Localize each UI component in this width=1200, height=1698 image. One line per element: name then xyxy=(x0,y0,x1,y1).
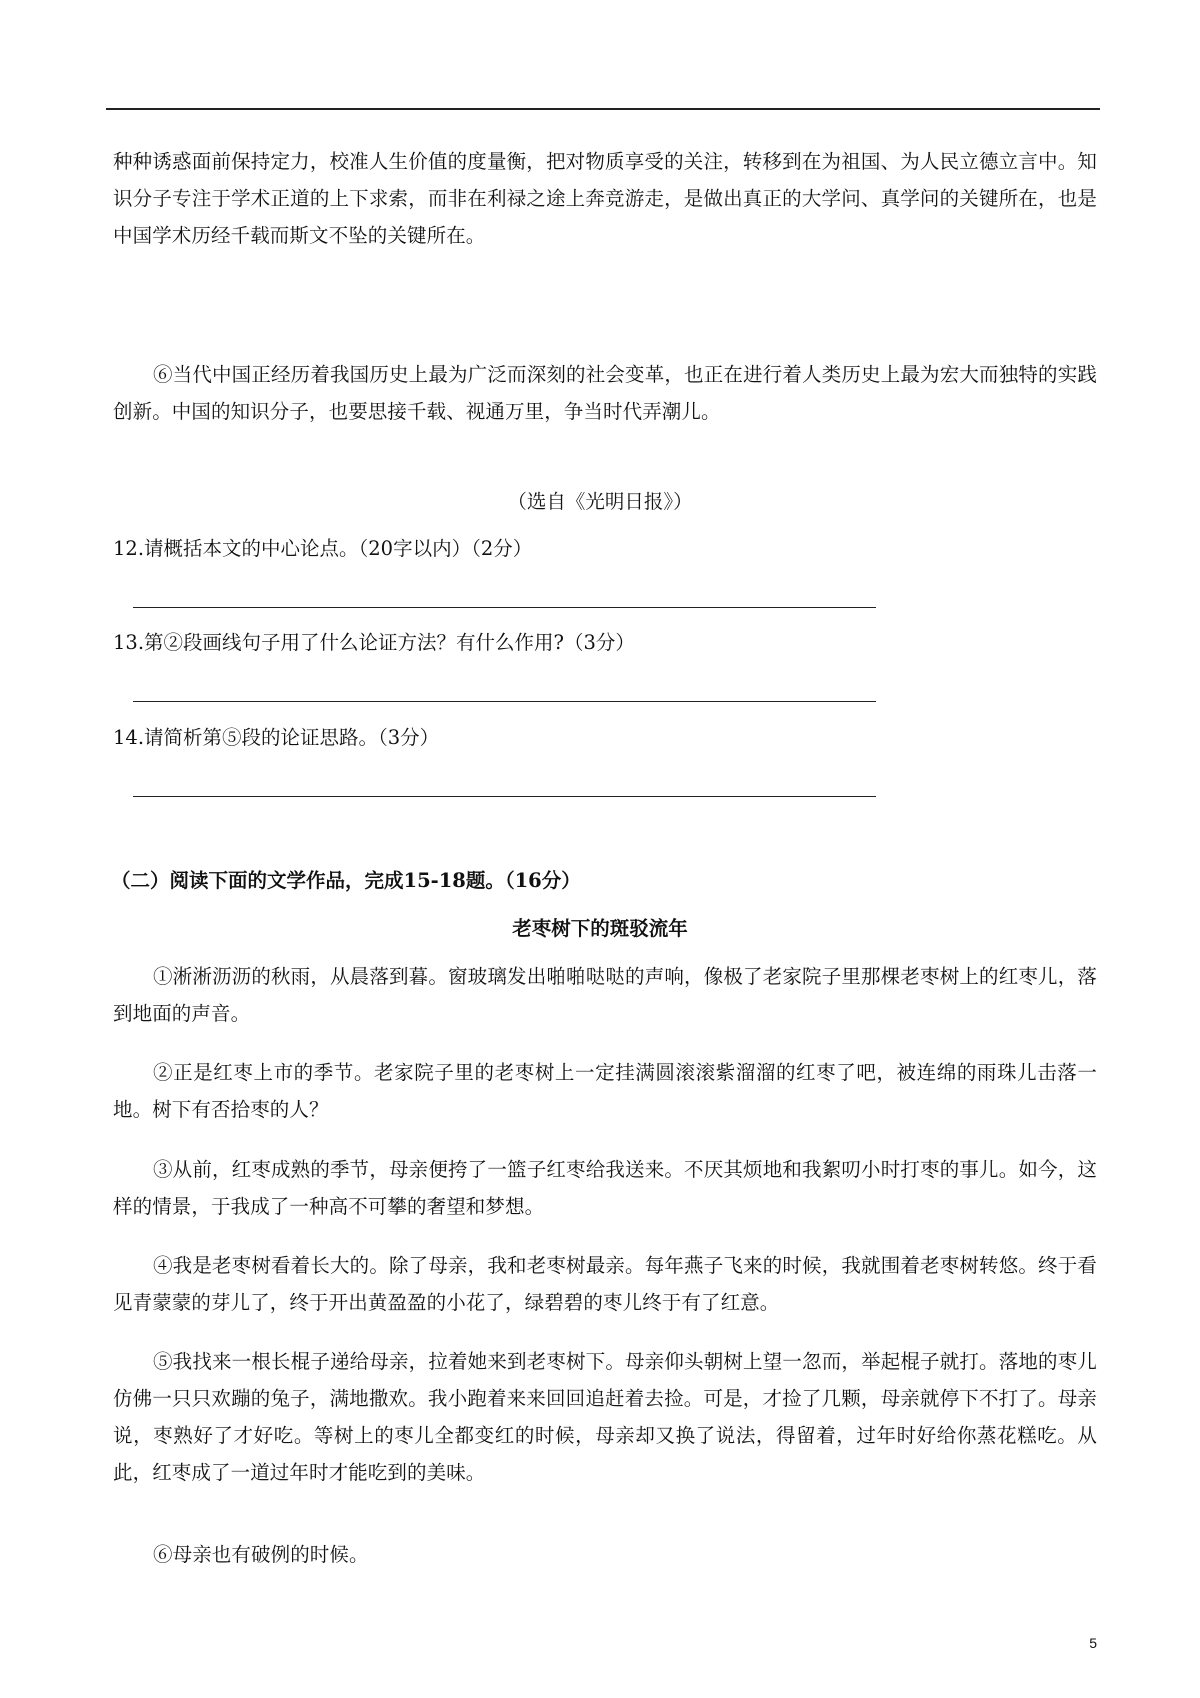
answer-line-13[interactable] xyxy=(133,701,876,702)
paragraph-6: ⑥当代中国正经历着我国历史上最为广泛而深刻的社会变革，也正在进行着人类历史上最为宏大而独特的实践创新。中国的知识分子，也要思接千载、视通万里，争当时代弄潮儿。 xyxy=(113,363,1097,423)
question-14: 14.请简析第⑤段的论证思路。（3分） xyxy=(113,726,440,749)
answer-line-14[interactable] xyxy=(133,796,876,797)
story-paragraph-2: ②正是红枣上市的季节。老家院子里的老枣树上一定挂满圆滚滚紫溜溜的红枣了吧，被连绵的雨珠儿击落一地。树下有否拾枣的人？ xyxy=(113,1061,1097,1121)
header-rule xyxy=(106,108,1100,110)
story-paragraph-3: ③从前，红枣成熟的季节，母亲便挎了一篮子红枣给我送来。不厌其烦地和我絮叨小时打枣的事儿。如今，这样的情景，于我成了一种高不可攀的奢望和梦想。 xyxy=(113,1158,1097,1218)
section-heading: （二）阅读下面的文学作品，完成15-18题。（16分） xyxy=(111,869,581,892)
top-paragraph: 种种诱惑面前保持定力，校准人生价值的度量衡，把对物质享受的关注，转移到在为祖国、为人民立德立言中。知识分子专注于学术正道的上下求索，而非在利禄之途上奔竞游走，是做出真正的大学问、真学问的关键所在，也是中国学术历经千载而斯文不坠的关键所在。 xyxy=(113,150,1097,247)
story-paragraph-6: ⑥母亲也有破例的时候。 xyxy=(153,1543,369,1566)
question-12: 12.请概括本文的中心论点。（20字以内）（2分） xyxy=(113,537,533,560)
story-title: 老枣树下的斑驳流年 xyxy=(512,917,688,940)
question-13: 13.第②段画线句子用了什么论证方法？有什么作用?（3分） xyxy=(113,631,635,654)
story-paragraph-1: ①淅淅沥沥的秋雨，从晨落到暮。窗玻璃发出啪啪哒哒的声响，像极了老家院子里那棵老枣树上的红枣儿，落到地面的声音。 xyxy=(113,965,1097,1025)
page-number: 5 xyxy=(1089,1635,1097,1651)
source-citation: （选自《光明日报》） xyxy=(507,490,693,513)
story-paragraph-5: ⑤我找来一根长棍子递给母亲，拉着她来到老枣树下。母亲仰头朝树上望一忽而，举起棍子就打。落地的枣儿仿佛一只只欢蹦的兔子，满地撒欢。我小跑着来来回回追赶着去捡。可是，才捡了几颗，母亲就停下不打了。母亲说，枣熟好了才好吃。等树上的枣儿全都变红的时候，母亲却又换了说法，得留着，过年时好给你蒸花糕吃。从此，红枣成了一道过年时才能吃到的美味。 xyxy=(113,1350,1097,1484)
story-paragraph-4: ④我是老枣树看着长大的。除了母亲，我和老枣树最亲。每年燕子飞来的时候，我就围着老枣树转悠。终于看见青蒙蒙的芽儿了，终于开出黄盈盈的小花了，绿碧碧的枣儿终于有了红意。 xyxy=(113,1254,1097,1314)
answer-line-12[interactable] xyxy=(133,607,876,608)
